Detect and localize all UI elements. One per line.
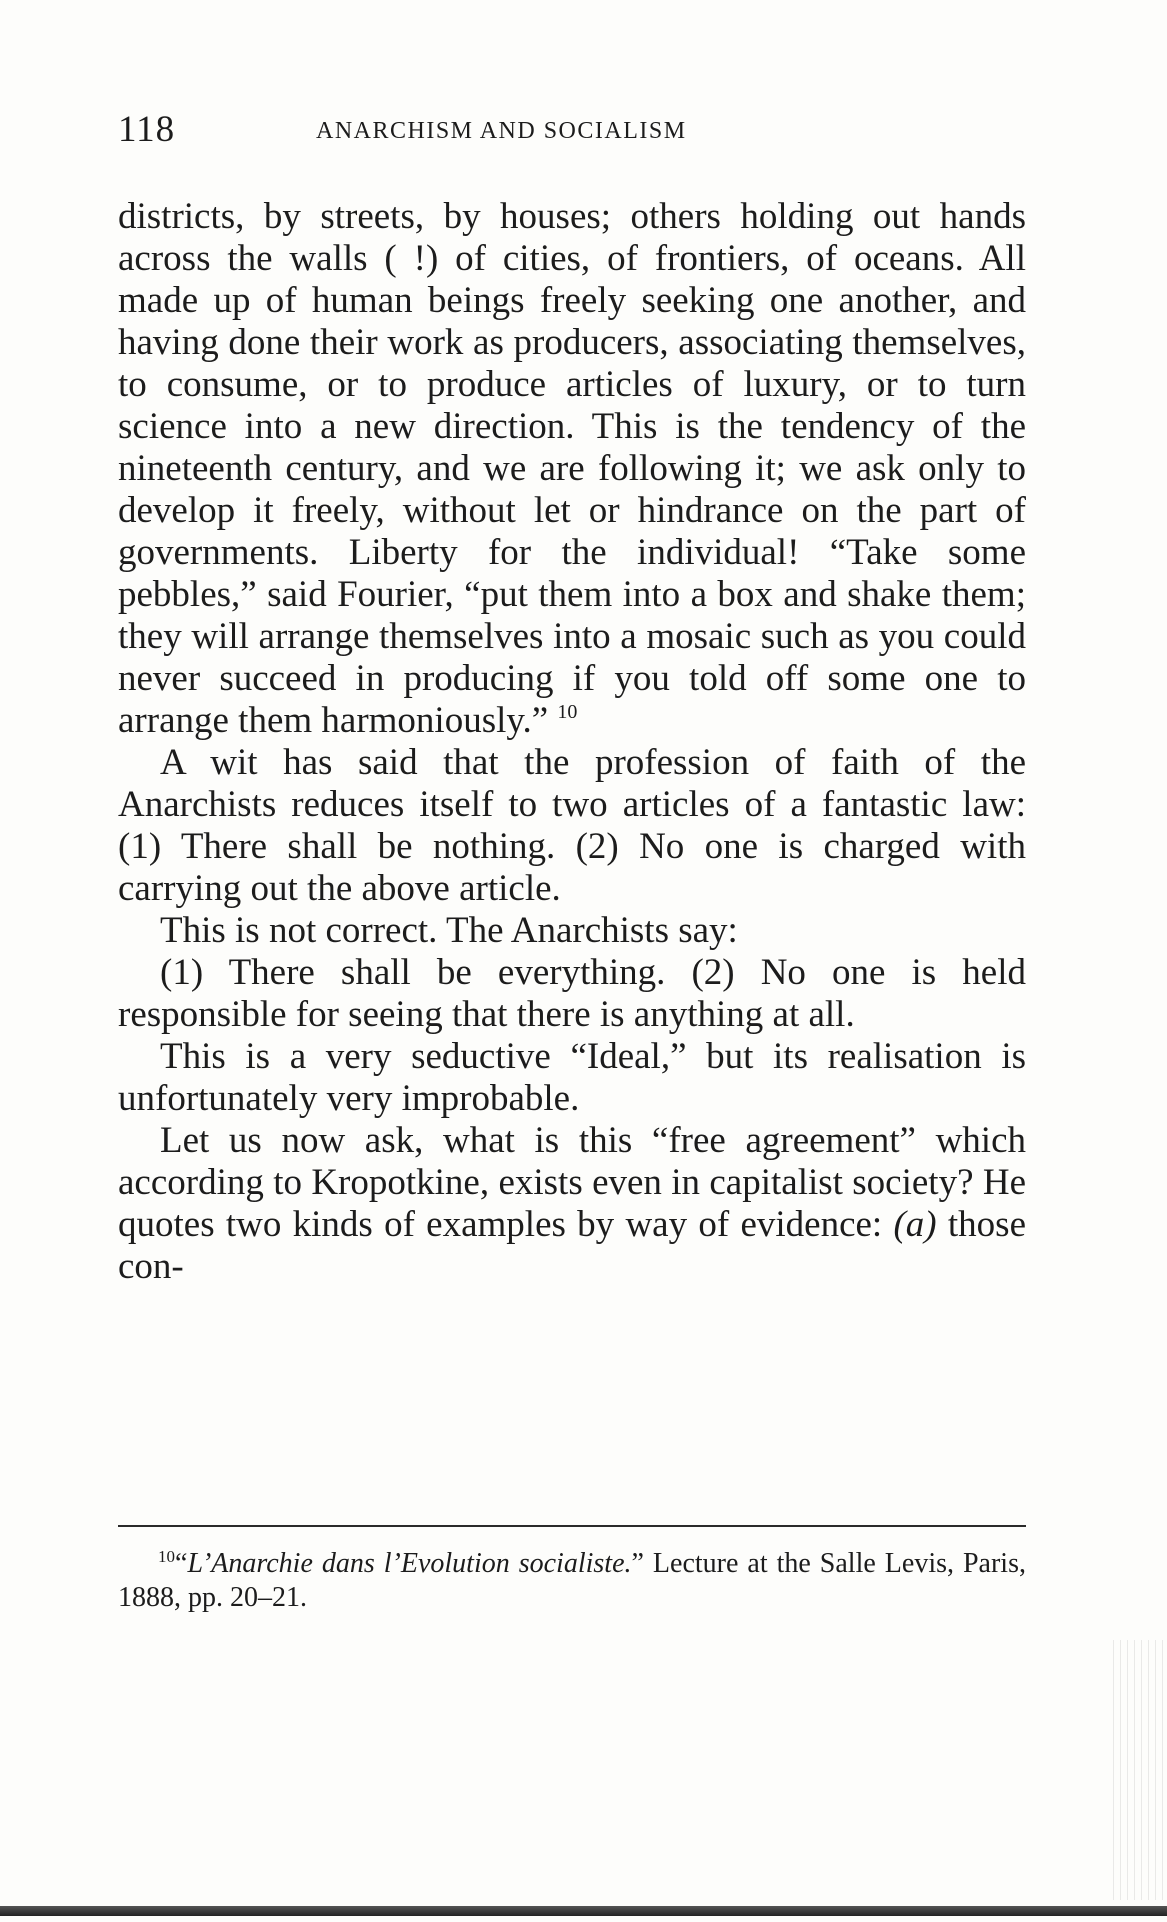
paragraph-6-end: those con- [118, 1204, 1026, 1287]
page-number: 118 [118, 109, 176, 150]
footnote-open-quote: “ [175, 1548, 188, 1579]
running-title: ANARCHISM AND SOCIALISM [316, 118, 687, 144]
footnote [118, 1547, 1026, 1615]
running-head [118, 108, 1028, 148]
paragraph-5: This is a very seductive “Ideal,” but its realisation is unfortunately very improbable. [118, 1036, 1026, 1119]
paragraph-3: This is not correct. The Anarchists say: [160, 910, 738, 951]
footnote-rule [118, 1525, 1026, 1527]
footnote-close-quote: ” [631, 1548, 644, 1579]
scan-edge-noise [1107, 1640, 1167, 1900]
body-text [118, 196, 1026, 1288]
paragraph-1 [118, 196, 1026, 742]
footnote-number: 10 [158, 1547, 175, 1566]
paragraph-4: (1) There shall be everything. (2) No one is held responsible for seeing that there is anything at all. [118, 952, 1026, 1035]
paragraph-6-start: Let us now ask, what is this “free agreement” which according to Kropotkine, exists even in capitalist society? He quotes two kinds of examples by way of evidence: [118, 1120, 1026, 1245]
footnote-title: L’Anarchie dans l’Evolution socialiste. [187, 1548, 632, 1579]
scan-bottom-edge [0, 1906, 1167, 1916]
footnote-marker: 10 [557, 701, 578, 723]
paragraph-1-text: districts, by streets, by houses; others holding out hands across the walls ( !) of cities, of frontiers, of oceans. All made up of human beings freely seeking one another, and having done their work as producers, associating themselves, to consume, or to produce articles of luxury, or to turn science into a new direction. This is the tendency of the nineteenth century, and we are following it; we ask only to develop it freely, without let or hindrance on the part of governments. Liberty for the individual! “Take some pebbles,” said Fourier, “put them into a box and shake them; they will arrange themselves into a mosaic such as you could never succeed in producing if you told off some one to arrange them harmoniously.” [118, 196, 1026, 741]
paragraph-6 [118, 1120, 1026, 1288]
paragraph-6-marker: (a) [893, 1204, 937, 1245]
paragraph-2: A wit has said that the profession of faith of the Anarchists reduces itself to two articles of a fantastic law: (1) There shall be nothing. (2) No one is charged with carrying out the above article. [118, 742, 1026, 909]
footnote-text: Lecture at the Salle Levis, Paris, 1888, pp. 20–21. [118, 1548, 1026, 1613]
